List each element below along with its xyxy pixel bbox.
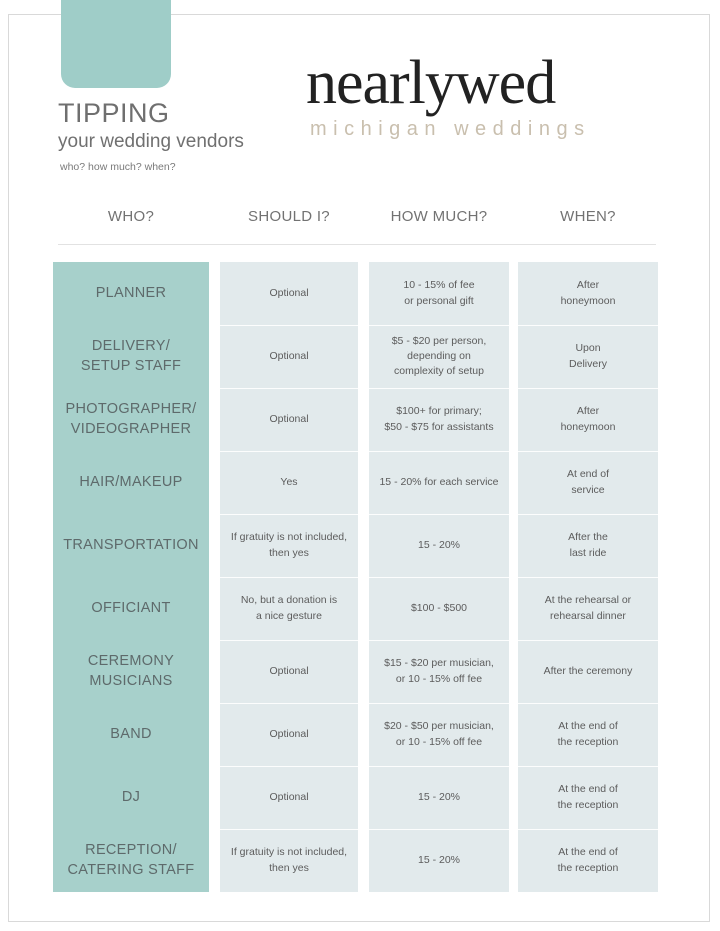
cell-who [53,451,209,514]
cell-how-much-text: 15 - 20% [417,790,461,803]
cell-who [53,325,209,388]
row-divider [369,577,509,578]
cell-when-text: After honeymoon [560,405,616,433]
cell-should-text: Optional [269,412,309,425]
cell-should-text: Optional [269,790,309,803]
cell-how-much-text: $20 - $50 per musician, or 10 - 15% off fee [384,720,494,748]
row-divider [518,766,658,767]
cell-who-text: OFFICIANT [91,599,171,616]
cell-how-much-text: 15 - 20% for each service [379,475,499,488]
cell-who-text: PHOTOGRAPHER/ VIDEOGRAPHER [65,400,197,437]
column-header-when: WHEN? [560,208,616,225]
cell-how-much-text: 15 - 20% [417,538,461,551]
cell-when [518,325,658,388]
page-title: TIPPING [58,98,170,128]
cell-should [220,262,358,325]
cell-should [220,514,358,577]
row-divider [220,703,358,704]
cell-should [220,577,358,640]
cell-when-text: At the end of the reception [557,846,619,874]
row-divider [518,703,658,704]
cell-should-text: No, but a donation is a nice gesture [240,594,338,622]
row-divider [220,325,358,326]
row-divider [220,577,358,578]
cell-should [220,703,358,766]
cell-should [220,766,358,829]
cell-how-much [369,262,509,325]
row-divider [518,388,658,389]
cell-who [53,262,209,325]
cell-how-much-text: 15 - 20% [417,853,461,866]
header-divider [58,244,656,245]
row-divider [518,829,658,830]
row-divider [220,829,358,830]
cell-when [518,766,658,829]
row-divider [518,451,658,452]
row-divider [518,325,658,326]
cell-who-text: TRANSPORTATION [63,536,199,553]
cell-when [518,451,658,514]
cell-who-text: RECEPTION/ CATERING STAFF [67,841,195,878]
row-divider [518,577,658,578]
cell-should-text: Optional [269,286,309,299]
cell-when-text: After honeymoon [560,279,616,307]
cell-when [518,703,658,766]
row-divider [220,388,358,389]
brand-logo: nearlywed [306,49,556,117]
cell-how-much [369,577,509,640]
decorative-tab [61,0,171,88]
cell-when [518,514,658,577]
row-divider [369,640,509,641]
cell-when-text: At the rehearsal or rehearsal dinner [544,594,632,622]
cell-how-much [369,325,509,388]
cell-should [220,325,358,388]
cell-how-much [369,829,509,892]
cell-should-text: If gratuity is not included, then yes [230,531,348,559]
cell-should-text: Optional [269,349,309,362]
cell-who-text: BAND [110,725,152,742]
cell-when [518,829,658,892]
cell-when [518,640,658,703]
cell-who-text: PLANNER [95,284,167,301]
column-header-how-much: HOW MUCH? [390,208,488,225]
cell-how-much-text: $100 - $500 [410,601,468,614]
cell-should-text: Optional [269,727,309,740]
row-divider [369,514,509,515]
cell-how-much [369,451,509,514]
cell-who-text: DJ [121,788,141,805]
row-divider [220,514,358,515]
cell-who [53,766,209,829]
page-tagline: who? how much? when? [60,161,176,173]
cell-how-much-text: $5 - $20 per person, depending on complexity of setup [391,334,487,378]
cell-how-much [369,388,509,451]
cell-should [220,640,358,703]
cell-when-text: After the last ride [568,531,608,559]
cell-when [518,388,658,451]
row-divider [369,388,509,389]
column-header-should: SHOULD I? [248,208,330,225]
cell-how-much [369,703,509,766]
row-divider [220,766,358,767]
row-divider [220,451,358,452]
cell-when [518,577,658,640]
cell-should [220,388,358,451]
row-divider [369,325,509,326]
cell-who-text: CEREMONY MUSICIANS [87,652,175,689]
cell-when-text: Upon Delivery [569,342,607,370]
cell-should [220,451,358,514]
row-divider [369,451,509,452]
cell-when [518,262,658,325]
cell-who [53,640,209,703]
cell-how-much-text: 10 - 15% of fee or personal gift [403,279,475,307]
brand-logo-subtitle: michigan weddings [310,118,591,140]
cell-who-text: HAIR/MAKEUP [79,473,183,490]
cell-when-text: After the ceremony [543,664,633,677]
row-divider [369,766,509,767]
row-divider [518,640,658,641]
row-divider [518,514,658,515]
row-divider [369,829,509,830]
cell-how-much [369,514,509,577]
cell-who [53,577,209,640]
cell-how-much [369,640,509,703]
cell-when-text: At the end of the reception [557,783,619,811]
cell-should-text: If gratuity is not included, then yes [230,846,348,874]
cell-who [53,703,209,766]
cell-when-text: At end of service [566,468,610,496]
cell-should-text: Optional [269,664,309,677]
cell-how-much-text: $15 - $20 per musician, or 10 - 15% off fee [384,657,494,685]
cell-how-much-text: $100+ for primary; $50 - $75 for assistants [384,405,494,433]
row-divider [220,640,358,641]
cell-who [53,388,209,451]
cell-who [53,829,209,892]
cell-should-text: Yes [280,475,298,488]
row-divider [369,703,509,704]
page-subtitle: your wedding vendors [58,131,244,152]
cell-who-text: DELIVERY/ SETUP STAFF [80,337,182,374]
cell-should [220,829,358,892]
column-header-who: WHO? [107,208,155,225]
cell-when-text: At the end of the reception [557,720,619,748]
cell-how-much [369,766,509,829]
cell-who [53,514,209,577]
